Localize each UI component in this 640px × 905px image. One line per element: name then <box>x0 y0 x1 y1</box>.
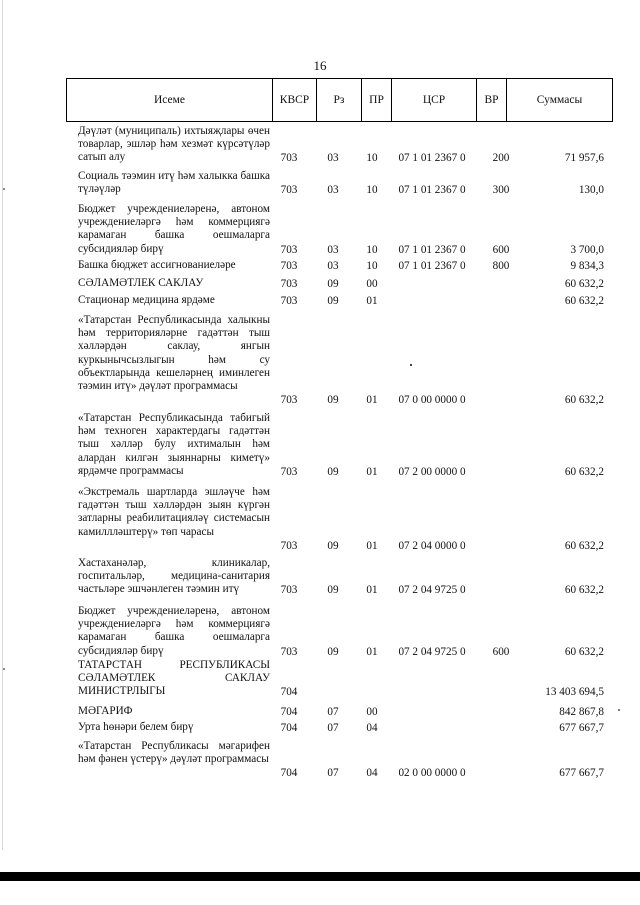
row-sum: 9 834,3 <box>570 260 604 272</box>
row-sum: 60 632,2 <box>564 295 604 307</box>
table-row <box>78 314 604 406</box>
row-rz: 07 <box>327 767 339 780</box>
row-sum: 677 667,7 <box>559 767 604 780</box>
header-rz: Рз <box>316 79 361 121</box>
row-sum: 60 632,2 <box>564 465 604 478</box>
row-pr: 00 <box>366 278 378 290</box>
table-row <box>78 203 604 256</box>
row-csr: 07 1 01 2367 0 <box>398 243 466 256</box>
row-csr: 07 2 04 9725 0 <box>398 584 466 597</box>
table-row <box>78 412 604 478</box>
row-pr: 00 <box>366 706 378 718</box>
row-csr: 07 1 01 2367 0 <box>398 184 466 197</box>
row-vr: 800 <box>492 260 510 272</box>
row-name: Дәүләт (муниципаль) ихтыяҗлары өчен товарлар, эшләр һәм хезмәт күрсәтүләр сатып алу <box>78 125 270 164</box>
row-sum: 13 403 694,5 <box>545 686 604 699</box>
row-vr: 600 <box>492 645 510 658</box>
scan-speck <box>618 709 620 711</box>
row-pr: 10 <box>366 260 378 272</box>
row-kvsr: 704 <box>280 722 298 734</box>
row-pr: 01 <box>366 645 378 658</box>
row-rz: 09 <box>327 278 339 290</box>
row-name: СӘЛАМӘТЛЕК САКЛАУ <box>78 277 204 289</box>
row-name: МӘГАРИФ <box>78 705 133 717</box>
row-kvsr: 703 <box>280 584 298 597</box>
table-row <box>78 659 604 699</box>
table-header <box>66 78 613 122</box>
row-sum: 60 632,2 <box>564 584 604 597</box>
header-kvsr: КВСР <box>272 79 316 121</box>
row-csr: 02 0 00 0000 0 <box>398 767 466 780</box>
table-row <box>78 259 604 272</box>
header-pr: ПР <box>361 79 391 121</box>
row-pr: 04 <box>366 722 378 734</box>
row-name: Хастаханәләр, клиникалар, госпитальләр, медицина-санитария частьләре эшчәнлеген тәэмин итү <box>78 557 270 596</box>
table-row <box>78 557 604 597</box>
row-rz: 07 <box>327 706 339 718</box>
row-rz: 03 <box>327 152 339 165</box>
row-sum: 842 867,8 <box>559 706 604 718</box>
row-sum: 130,0 <box>578 184 604 197</box>
row-csr: 07 2 00 0000 0 <box>398 465 466 478</box>
table-row <box>78 277 604 290</box>
page-number: 16 <box>313 58 327 73</box>
row-sum: 60 632,2 <box>564 645 604 658</box>
row-sum: 60 632,2 <box>564 278 604 290</box>
row-csr: 07 1 01 2367 0 <box>398 260 466 272</box>
row-sum: 3 700,0 <box>570 243 604 256</box>
row-kvsr: 703 <box>280 465 298 478</box>
row-csr: 07 1 01 2367 0 <box>398 152 466 165</box>
row-name: Башка бюджет ассигнованиеләре <box>78 259 236 271</box>
row-kvsr: 703 <box>280 152 298 165</box>
table-row <box>78 740 604 780</box>
header-name: Исеме <box>153 94 186 106</box>
row-sum: 60 632,2 <box>564 539 604 552</box>
row-pr: 01 <box>366 539 378 552</box>
row-kvsr: 703 <box>280 645 298 658</box>
row-rz: 07 <box>327 722 339 734</box>
row-pr: 01 <box>366 394 378 407</box>
table-row <box>78 294 604 307</box>
row-pr: 01 <box>366 465 378 478</box>
row-name: ТАТАРСТАН РЕСПУБЛИКАСЫ СӘЛАМӘТЛЕК САКЛАУ МИНИСТРЛЫГЫ <box>78 659 270 698</box>
row-csr: 07 2 04 9725 0 <box>398 645 466 658</box>
row-vr: 200 <box>492 152 510 165</box>
row-kvsr: 703 <box>280 539 298 552</box>
table-row <box>78 486 604 552</box>
header-csr: ЦСР <box>391 79 476 121</box>
scan-left-edge <box>2 0 3 850</box>
row-rz: 09 <box>327 394 339 407</box>
row-pr: 01 <box>366 295 378 307</box>
row-kvsr: 703 <box>280 243 298 256</box>
row-rz: 09 <box>327 645 339 658</box>
row-name: «Экстремаль шартларда эшләүче һәм гадәттән тыш хәлләрдән зыян күргән затларны реабилитацияләү системасын камиллләштерү» төп чарасы <box>78 486 270 538</box>
row-name: «Татарстан Республикасы мәгарифен һәм фәнен үстерү» дәүләт программасы <box>78 740 270 766</box>
row-rz: 03 <box>327 260 339 272</box>
table-row <box>78 170 604 196</box>
table-row <box>78 705 604 718</box>
table-row <box>78 125 604 165</box>
scan-speck <box>3 188 5 190</box>
row-kvsr: 703 <box>280 394 298 407</box>
row-pr: 01 <box>366 584 378 597</box>
row-rz: 09 <box>327 295 339 307</box>
row-vr: 600 <box>492 243 510 256</box>
row-pr: 10 <box>366 243 378 256</box>
row-rz: 09 <box>327 539 339 552</box>
row-name: Социаль тәэмин итү һәм халыкка башка түләүләр <box>78 170 270 196</box>
row-name: «Татарстан Республикасында халыкны һәм территорияләрне гадәттән тыш хәлләрдән саклау, янгын куркынычсызлыгын һәм су объектларында кешеләрнең иминлеген тәэмин итү» дәүләт программасы <box>78 314 270 393</box>
row-rz: 09 <box>327 584 339 597</box>
row-kvsr: 703 <box>280 184 298 197</box>
row-sum: 60 632,2 <box>564 394 604 407</box>
row-kvsr: 704 <box>280 767 298 780</box>
row-sum: 677 667,7 <box>559 722 604 734</box>
header-sum: Суммасы <box>506 79 612 121</box>
row-vr: 300 <box>492 184 510 197</box>
scan-bottom-border <box>0 872 640 881</box>
row-rz: 03 <box>327 184 339 197</box>
row-name: Урта һөнәри белем бирү <box>78 721 194 733</box>
row-pr: 04 <box>366 767 378 780</box>
row-sum: 71 957,6 <box>564 152 604 165</box>
row-kvsr: 703 <box>280 278 298 290</box>
table-row <box>78 721 604 734</box>
table-row <box>78 605 604 658</box>
row-name: Бюджет учреждениеләренә, автоном учреждениеләргә һәм коммерциягә карамаган башка оешмаларга субсидияләр бирү <box>78 605 270 657</box>
row-name: «Татарстан Республикасында табигый һәм техноген характердагы гадәттән тыш хәлләр булу ихтималын һәм алардан килгән зыяннарны киметү» ярдәмче программасы <box>78 412 270 477</box>
header-vr: ВР <box>476 79 506 121</box>
row-kvsr: 703 <box>280 260 298 272</box>
row-rz: 03 <box>327 243 339 256</box>
row-pr: 10 <box>366 184 378 197</box>
scan-speck <box>3 668 5 670</box>
row-rz: 09 <box>327 465 339 478</box>
row-name: Бюджет учреждениеләренә, автоном учреждениеләргә һәм коммерциягә карамаган башка оешмаларга субсидияләр бирү <box>78 203 270 255</box>
row-kvsr: 703 <box>280 295 298 307</box>
row-name: Стационар медицина ярдәме <box>78 294 215 306</box>
row-csr: 07 0 00 0000 0 <box>398 394 466 407</box>
row-pr: 10 <box>366 152 378 165</box>
row-kvsr: 704 <box>280 686 298 699</box>
row-kvsr: 704 <box>280 706 298 718</box>
row-csr: 07 2 04 0000 0 <box>398 539 466 552</box>
